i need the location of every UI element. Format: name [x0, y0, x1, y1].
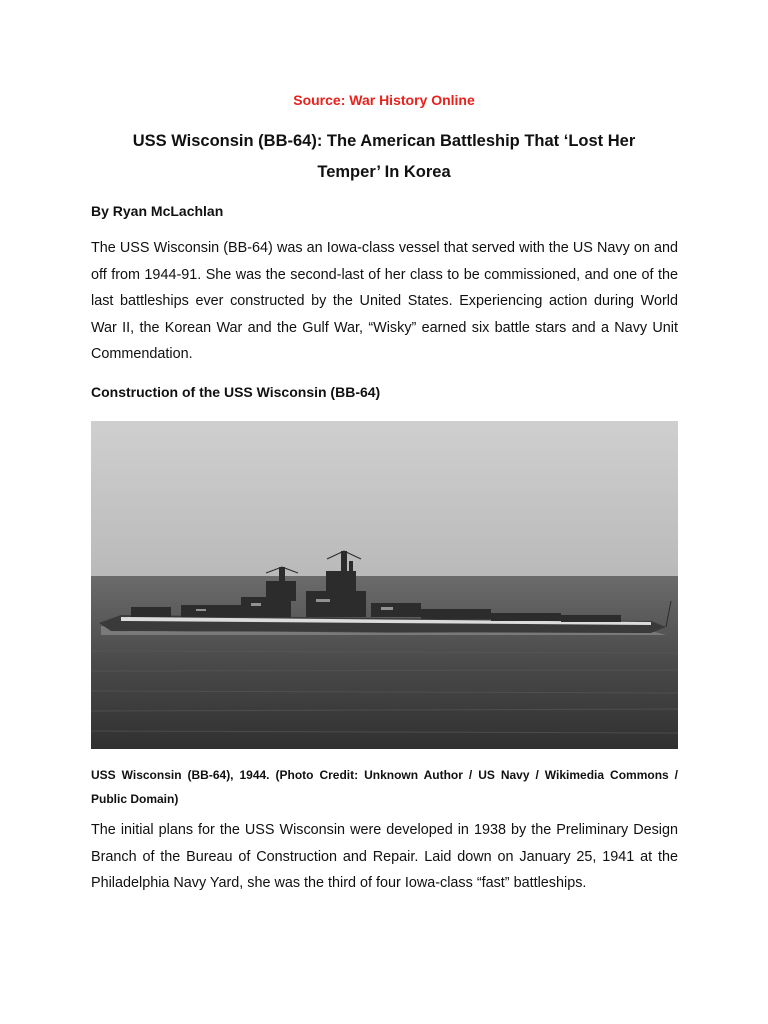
- construction-paragraph: The initial plans for the USS Wisconsin were developed in 1938 by the Preliminary Design Branch of the Bureau of Construction and Repair. Laid down on January 25, 1941 at the Philadelphia Navy Yard, she was the third of four Iowa-class “fast” battleships.: [91, 822, 678, 892]
- source-line: Source: War History Online: [293, 92, 475, 108]
- intro-paragraph: The USS Wisconsin (BB-64) was an Iowa-class vessel that served with the US Navy on and off from 1944-91. She was the second-last of her class to be commissioned, and one of the last battleships ever constructed by the United States. Experiencing action during World War II, the Korean War and the Gulf War, “Wisky” earned six battle stars and a Navy Unit Commendation.: [91, 240, 678, 363]
- section-heading: Construction of the USS Wisconsin (BB-64): [91, 384, 381, 400]
- author-byline: By Ryan McLachlan: [91, 203, 224, 219]
- photo-caption: USS Wisconsin (BB-64), 1944. (Photo Credit: Unknown Author / US Navy / Wikimedia Commons / Public Domain): [91, 768, 678, 806]
- article-title: USS Wisconsin (BB-64): The American Battleship That ‘Lost Her Temper’ In Korea: [132, 132, 636, 181]
- battleship-photo: [91, 421, 678, 749]
